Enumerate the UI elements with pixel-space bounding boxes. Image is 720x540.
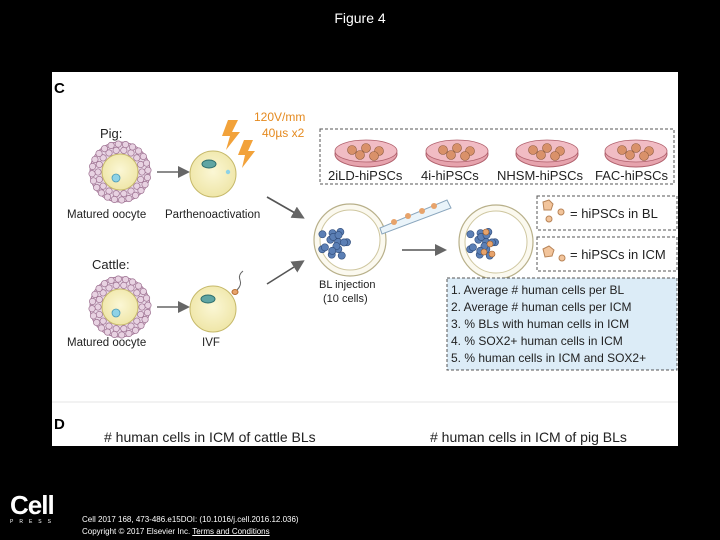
cell-colony — [447, 151, 456, 160]
bl-injection-label: BL injection — [319, 279, 376, 291]
cumulus-cell — [96, 285, 102, 291]
cumulus-cell — [101, 280, 107, 286]
cumulus-cell — [100, 183, 106, 189]
cumulus-cell — [121, 325, 127, 331]
cumulus-cell — [98, 190, 104, 196]
hipsc-icon — [558, 209, 564, 215]
lightning-bolt-icon — [222, 120, 240, 150]
cell-colony — [439, 146, 448, 155]
pig-chart-title: # human cells in ICM of pig BLs — [430, 429, 627, 445]
metric-item: 5. % human cells in ICM and SOX2+ — [451, 351, 647, 365]
cumulus-cell — [143, 295, 149, 301]
cumulus-cell — [89, 171, 95, 177]
cumulus-cell — [104, 329, 110, 335]
cumulus-cell — [92, 156, 98, 162]
icm-cell — [319, 231, 326, 238]
cumulus-cell — [122, 141, 128, 147]
cumulus-cell — [93, 319, 99, 325]
cumulus-cell — [128, 285, 134, 291]
bl-injection-count-label: (10 cells) — [323, 293, 368, 305]
cattle-chart-title: # human cells in ICM of cattle BLs — [104, 429, 316, 445]
cumulus-cell — [121, 190, 127, 196]
sperm-icon — [237, 271, 243, 290]
metric-item: 3. % BLs with human cells in ICM — [451, 317, 630, 331]
arrow-to-injection — [267, 197, 302, 217]
cumulus-cell — [89, 163, 95, 169]
cumulus-cell — [104, 194, 110, 200]
pig-label: Pig: — [100, 126, 123, 141]
cumulus-cell — [126, 330, 132, 336]
page-title: Figure 4 — [334, 10, 386, 26]
icm-cell — [335, 231, 342, 238]
cumulus-cell — [121, 147, 127, 153]
cumulus-cell — [113, 147, 119, 153]
cumulus-cell — [138, 322, 144, 328]
injection-pipette — [380, 200, 451, 234]
cumulus-cell — [115, 141, 121, 147]
legend-icm-label: = hiPSCs in ICM — [570, 247, 666, 262]
cumulus-cell — [93, 184, 99, 190]
cumulus-cell — [134, 155, 140, 161]
hipsc-in-icm — [483, 229, 489, 235]
cell-line-label: 4i-hiPSCs — [421, 168, 479, 183]
metric-item: 4. % SOX2+ human cells in ICM — [451, 334, 623, 348]
icm-cell — [329, 247, 336, 254]
cumulus-cell — [92, 291, 98, 297]
cumulus-cell — [98, 325, 104, 331]
cell-colony — [618, 146, 627, 155]
icm-cell — [338, 252, 345, 259]
cumulus-cell — [144, 309, 150, 315]
cumulus-cell — [113, 190, 119, 196]
hipsc-icon — [546, 216, 552, 222]
copyright-text: Copyright © 2017 Elsevier Inc. — [82, 527, 191, 536]
figure-panel — [52, 72, 678, 446]
metric-item: 2. Average # human cells per ICM — [451, 300, 632, 314]
cumulus-cell — [143, 160, 149, 166]
panel-d-label: D — [54, 416, 65, 433]
cumulus-cell — [115, 276, 121, 282]
cumulus-cell — [132, 192, 138, 198]
chimeric-blastocyst-icon — [459, 205, 533, 279]
cumulus-cell — [113, 282, 119, 288]
cumulus-cell — [129, 144, 135, 150]
cell-colony — [370, 152, 379, 161]
cumulus-cell — [119, 197, 125, 203]
cell-colony — [551, 152, 560, 161]
cell-colony — [461, 152, 470, 161]
cumulus-cell — [95, 169, 101, 175]
hipsc-icon — [543, 246, 554, 257]
cumulus-cell — [140, 288, 146, 294]
cumulus-cell — [139, 169, 145, 175]
ivf-label: IVF — [202, 337, 220, 349]
cumulus-cell — [95, 304, 101, 310]
ivf-egg-icon — [190, 271, 243, 332]
cell-colony — [348, 146, 357, 155]
hipsc-in-icm — [489, 251, 495, 257]
cumulus-cell — [96, 311, 102, 317]
culture-dishes — [335, 140, 667, 167]
cumulus-cell — [121, 282, 127, 288]
panel-c-label: C — [54, 80, 65, 97]
terms-link[interactable]: Terms and Conditions — [192, 527, 270, 536]
cumulus-cell — [89, 306, 95, 312]
icm-cell — [321, 244, 328, 251]
cell-colony — [537, 151, 546, 160]
cattle-matured-oocyte-label: Matured oocyte — [67, 337, 147, 349]
icm-cell — [340, 239, 347, 246]
pulse-duration-label: 40µs x2 — [262, 126, 305, 140]
cumulus-cell — [144, 174, 150, 180]
legend-bl-label: = hiPSCs in BL — [570, 206, 658, 221]
cumulus-cell — [129, 279, 135, 285]
cell-line-label: NHSM-hiPSCs — [497, 168, 583, 183]
cumulus-cell — [142, 181, 148, 187]
citation-text: Cell 2017 168, 473-486.e15DOI: (10.1016/j.cell.2016.12.036) — [82, 515, 299, 524]
cumulus-cell — [106, 323, 112, 329]
cumulus-cell — [128, 150, 134, 156]
cumulus-cell — [122, 276, 128, 282]
cumulus-cell — [113, 325, 119, 331]
cumulus-cell — [111, 196, 117, 202]
cumulus-cell — [90, 178, 96, 184]
cumulus-cell — [134, 290, 140, 296]
cattle-label: Cattle: — [92, 257, 130, 272]
cumulus-cell — [108, 277, 114, 283]
cell-colony — [529, 146, 538, 155]
cumulus-cell — [145, 167, 151, 173]
cumulus-cell — [137, 296, 143, 302]
arrow-to-injection — [267, 262, 302, 284]
cumulus-cell — [100, 318, 106, 324]
cumulus-cell — [101, 145, 107, 151]
cumulus-cell — [108, 142, 114, 148]
cumulus-cell — [138, 187, 144, 193]
cell-colony — [626, 151, 635, 160]
cell-line-label: FAC-hiPSCs — [595, 168, 668, 183]
icm-cell — [469, 244, 476, 251]
cell-press-logo: Cell — [10, 490, 54, 520]
cumulus-cell — [90, 313, 96, 319]
cumulus-cell — [132, 327, 138, 333]
cumulus-cell — [137, 161, 143, 167]
cumulus-cell — [89, 298, 95, 304]
cumulus-cell — [106, 188, 112, 194]
pig-matured-oocyte-label: Matured oocyte — [67, 209, 147, 221]
hipsc-icon — [543, 200, 553, 210]
parthenoactivated-egg-icon — [190, 151, 236, 197]
cumulus-cell — [96, 176, 102, 182]
pulse-voltage-label: 120V/mm — [254, 110, 306, 124]
cell-line-label: 2iLD-hiPSCs — [328, 168, 403, 183]
cumulus-cell — [126, 195, 132, 201]
copyright-line — [82, 527, 270, 536]
blastocyst-injection-icon — [314, 200, 451, 276]
icm-cell — [467, 231, 474, 238]
hipsc-in-icm — [481, 249, 487, 255]
cumulus-cell — [135, 148, 141, 154]
cumulus-cell — [96, 150, 102, 156]
cumulus-cell — [140, 153, 146, 159]
cell-press-logo-sub: PRESS — [10, 519, 57, 525]
cumulus-cell — [135, 283, 141, 289]
metric-item: 1. Average # human cells per BL — [451, 283, 625, 297]
cumulus-cell — [139, 304, 145, 310]
hipsc-icon — [559, 255, 565, 261]
cell-colony — [640, 152, 649, 161]
hipsc-in-icm — [487, 241, 493, 247]
cell-colony — [356, 151, 365, 160]
parthenoactivation-label: Parthenoactivation — [165, 209, 261, 221]
cumulus-cell — [142, 316, 148, 322]
lightning-bolt-icon — [238, 140, 255, 168]
cumulus-cell — [145, 302, 151, 308]
